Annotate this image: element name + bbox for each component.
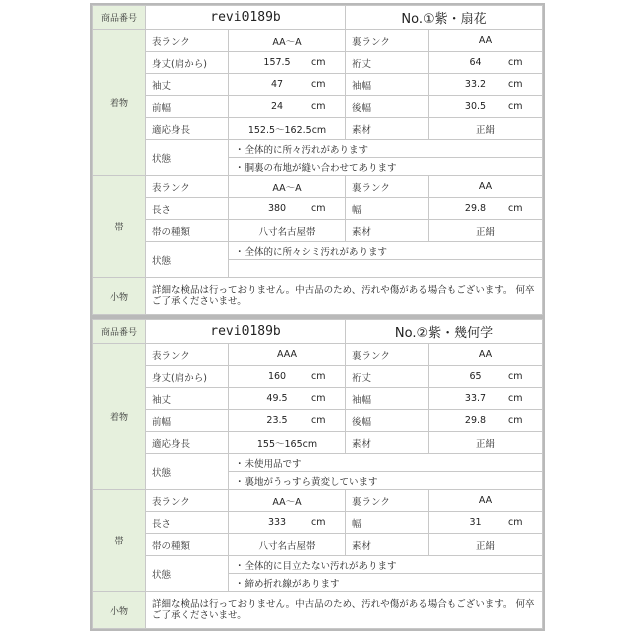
kimono-status-row bbox=[93, 454, 543, 472]
spec-label: 袖丈 bbox=[146, 74, 229, 96]
obi-status-row bbox=[93, 556, 543, 574]
spec-label: 裏ランク bbox=[346, 30, 429, 52]
spec-value-cell bbox=[429, 512, 543, 534]
product-header-row bbox=[93, 320, 543, 344]
spec-value: 47 bbox=[270, 79, 284, 90]
spec-label: 適応身長 bbox=[146, 432, 229, 454]
spec-label: 後幅 bbox=[346, 96, 429, 118]
spec-value: 29.8 bbox=[464, 203, 487, 214]
spec-value: 33.2 bbox=[464, 79, 487, 90]
spec-label: 帯の種類 bbox=[146, 534, 229, 556]
kimono-row bbox=[93, 74, 543, 96]
spec-value: 正絹 bbox=[429, 220, 543, 242]
spec-value-cell bbox=[229, 96, 346, 118]
komono-section-label: 小物 bbox=[93, 278, 146, 315]
spec-value-cell bbox=[229, 366, 346, 388]
spec-label: 袖幅 bbox=[346, 388, 429, 410]
spec-value: 33.7 bbox=[464, 393, 487, 404]
obi-row bbox=[93, 198, 543, 220]
kimono-status-row bbox=[93, 140, 543, 158]
spec-value: 155～165cm bbox=[229, 432, 346, 454]
status-line: ・未使用品です bbox=[229, 454, 543, 472]
spec-label: 幅 bbox=[346, 198, 429, 220]
spec-label: 前幅 bbox=[146, 96, 229, 118]
spec-unit: cm bbox=[508, 79, 523, 90]
spec-value: 八寸名古屋帯 bbox=[229, 220, 346, 242]
product-spec-table-2 bbox=[90, 317, 545, 631]
spec-value-cell bbox=[229, 198, 346, 220]
obi-row bbox=[93, 176, 543, 198]
product-code: revi0189b bbox=[146, 6, 346, 30]
komono-note: 詳細な検品は行っておりません。中古品のため、汚れや傷がある場合もございます。 何卒ご了承くださいませ。 bbox=[146, 278, 543, 315]
spec-label: 身丈(肩から) bbox=[146, 52, 229, 74]
spec-value-cell bbox=[429, 366, 543, 388]
spec-label: 適応身長 bbox=[146, 118, 229, 140]
spec-label: 裏ランク bbox=[346, 490, 429, 512]
spec-value-cell bbox=[229, 410, 346, 432]
spec-value: 160 bbox=[267, 371, 287, 382]
spec-label: 長さ bbox=[146, 512, 229, 534]
spec-label: 裄丈 bbox=[346, 366, 429, 388]
spec-label: 袖丈 bbox=[146, 388, 229, 410]
spec-value: AA bbox=[429, 344, 543, 366]
status-line: ・締め折れ線があります bbox=[229, 574, 543, 592]
obi-section-label: 帯 bbox=[93, 490, 146, 592]
spec-unit: cm bbox=[508, 393, 523, 404]
kimono-section-label: 着物 bbox=[93, 30, 146, 176]
obi-row bbox=[93, 490, 543, 512]
status-label: 状態 bbox=[146, 242, 229, 278]
spec-value: 正絹 bbox=[429, 432, 543, 454]
product-spec-table-1 bbox=[90, 3, 545, 317]
product-header-row bbox=[93, 6, 543, 30]
status-label: 状態 bbox=[146, 454, 229, 490]
spec-unit: cm bbox=[508, 415, 523, 426]
komono-section-label: 小物 bbox=[93, 592, 146, 629]
status-line: ・全体的に目立たない汚れがあります bbox=[229, 556, 543, 574]
spec-unit: cm bbox=[508, 371, 523, 382]
spec-label: 表ランク bbox=[146, 344, 229, 366]
product-code: revi0189b bbox=[146, 320, 346, 344]
spec-unit: cm bbox=[311, 57, 326, 68]
obi-row bbox=[93, 512, 543, 534]
spec-value-cell bbox=[229, 388, 346, 410]
spec-value: 380 bbox=[267, 203, 287, 214]
spec-label: 裏ランク bbox=[346, 176, 429, 198]
spec-value: 65 bbox=[469, 371, 482, 382]
spec-label: 帯の種類 bbox=[146, 220, 229, 242]
obi-section-label: 帯 bbox=[93, 176, 146, 278]
product-title: No.②紫・幾何学 bbox=[346, 320, 543, 344]
spec-value: 29.8 bbox=[464, 415, 487, 426]
spec-value-cell bbox=[429, 96, 543, 118]
spec-value: 333 bbox=[267, 517, 287, 528]
komono-row bbox=[93, 278, 543, 315]
status-label: 状態 bbox=[146, 556, 229, 592]
spec-unit: cm bbox=[311, 517, 326, 528]
spec-value: 24 bbox=[270, 101, 284, 112]
kimono-row bbox=[93, 118, 543, 140]
spec-label: 素材 bbox=[346, 118, 429, 140]
spec-label: 素材 bbox=[346, 534, 429, 556]
spec-label: 表ランク bbox=[146, 176, 229, 198]
kimono-section-label: 着物 bbox=[93, 344, 146, 490]
spec-value: AA～A bbox=[229, 30, 346, 52]
spec-value-cell bbox=[429, 410, 543, 432]
spec-unit: cm bbox=[508, 517, 523, 528]
spec-label: 裏ランク bbox=[346, 344, 429, 366]
product-title: No.①紫・扇花 bbox=[346, 6, 543, 30]
spec-label: 身丈(肩から) bbox=[146, 366, 229, 388]
kimono-row bbox=[93, 432, 543, 454]
status-line: ・全体的に所々汚れがあります bbox=[229, 140, 543, 158]
spec-unit: cm bbox=[311, 79, 326, 90]
spec-unit: cm bbox=[508, 203, 523, 214]
spec-unit: cm bbox=[311, 415, 326, 426]
spec-label: 幅 bbox=[346, 512, 429, 534]
komono-note: 詳細な検品は行っておりません。中古品のため、汚れや傷がある場合もございます。 何卒ご了承くださいませ。 bbox=[146, 592, 543, 629]
spec-value: AAA bbox=[229, 344, 346, 366]
status-line: ・胴裏の布地が縫い合わせてあります bbox=[229, 158, 543, 176]
spec-value: 正絹 bbox=[429, 534, 543, 556]
spec-label: 後幅 bbox=[346, 410, 429, 432]
spec-unit: cm bbox=[508, 101, 523, 112]
spec-label: 表ランク bbox=[146, 30, 229, 52]
obi-row bbox=[93, 534, 543, 556]
status-line: ・裏地がうっすら黄変しています bbox=[229, 472, 543, 490]
spec-label: 前幅 bbox=[146, 410, 229, 432]
spec-value-cell bbox=[229, 52, 346, 74]
komono-row bbox=[93, 592, 543, 629]
spec-value: 八寸名古屋帯 bbox=[229, 534, 346, 556]
obi-status-row bbox=[93, 242, 543, 260]
kimono-row bbox=[93, 96, 543, 118]
spec-value: 157.5 bbox=[263, 57, 291, 68]
spec-unit: cm bbox=[311, 101, 326, 112]
spec-label: 素材 bbox=[346, 220, 429, 242]
status-label: 状態 bbox=[146, 140, 229, 176]
spec-label: 表ランク bbox=[146, 490, 229, 512]
spec-value-cell bbox=[229, 74, 346, 96]
spec-value: 正絹 bbox=[429, 118, 543, 140]
kimono-row bbox=[93, 366, 543, 388]
spec-value: AA bbox=[429, 30, 543, 52]
kimono-row bbox=[93, 30, 543, 52]
kimono-row bbox=[93, 52, 543, 74]
spec-label: 袖幅 bbox=[346, 74, 429, 96]
spec-value-cell bbox=[429, 74, 543, 96]
obi-row bbox=[93, 220, 543, 242]
spec-label: 素材 bbox=[346, 432, 429, 454]
spec-value: AA～A bbox=[229, 490, 346, 512]
spec-value: AA～A bbox=[229, 176, 346, 198]
spec-value: AA bbox=[429, 176, 543, 198]
spec-unit: cm bbox=[508, 57, 523, 68]
product-code-label: 商品番号 bbox=[93, 6, 146, 30]
product-code-label: 商品番号 bbox=[93, 320, 146, 344]
spec-value: 23.5 bbox=[266, 415, 288, 426]
spec-value: 49.5 bbox=[266, 393, 288, 404]
spec-value: AA bbox=[429, 490, 543, 512]
status-line bbox=[229, 260, 543, 278]
kimono-row bbox=[93, 388, 543, 410]
spec-value-cell bbox=[429, 52, 543, 74]
spec-value-cell bbox=[429, 198, 543, 220]
kimono-row bbox=[93, 410, 543, 432]
spec-value-cell bbox=[229, 512, 346, 534]
status-line: ・全体的に所々シミ汚れがあります bbox=[229, 242, 543, 260]
spec-value: 152.5～162.5cm bbox=[229, 118, 346, 140]
spec-value: 64 bbox=[469, 57, 482, 68]
spec-unit: cm bbox=[311, 203, 326, 214]
spec-value: 30.5 bbox=[464, 101, 487, 112]
spec-unit: cm bbox=[311, 393, 326, 404]
spec-value: 31 bbox=[469, 517, 482, 528]
kimono-row bbox=[93, 344, 543, 366]
spec-label: 長さ bbox=[146, 198, 229, 220]
spec-label: 裄丈 bbox=[346, 52, 429, 74]
spec-value-cell bbox=[429, 388, 543, 410]
spec-unit: cm bbox=[311, 371, 326, 382]
